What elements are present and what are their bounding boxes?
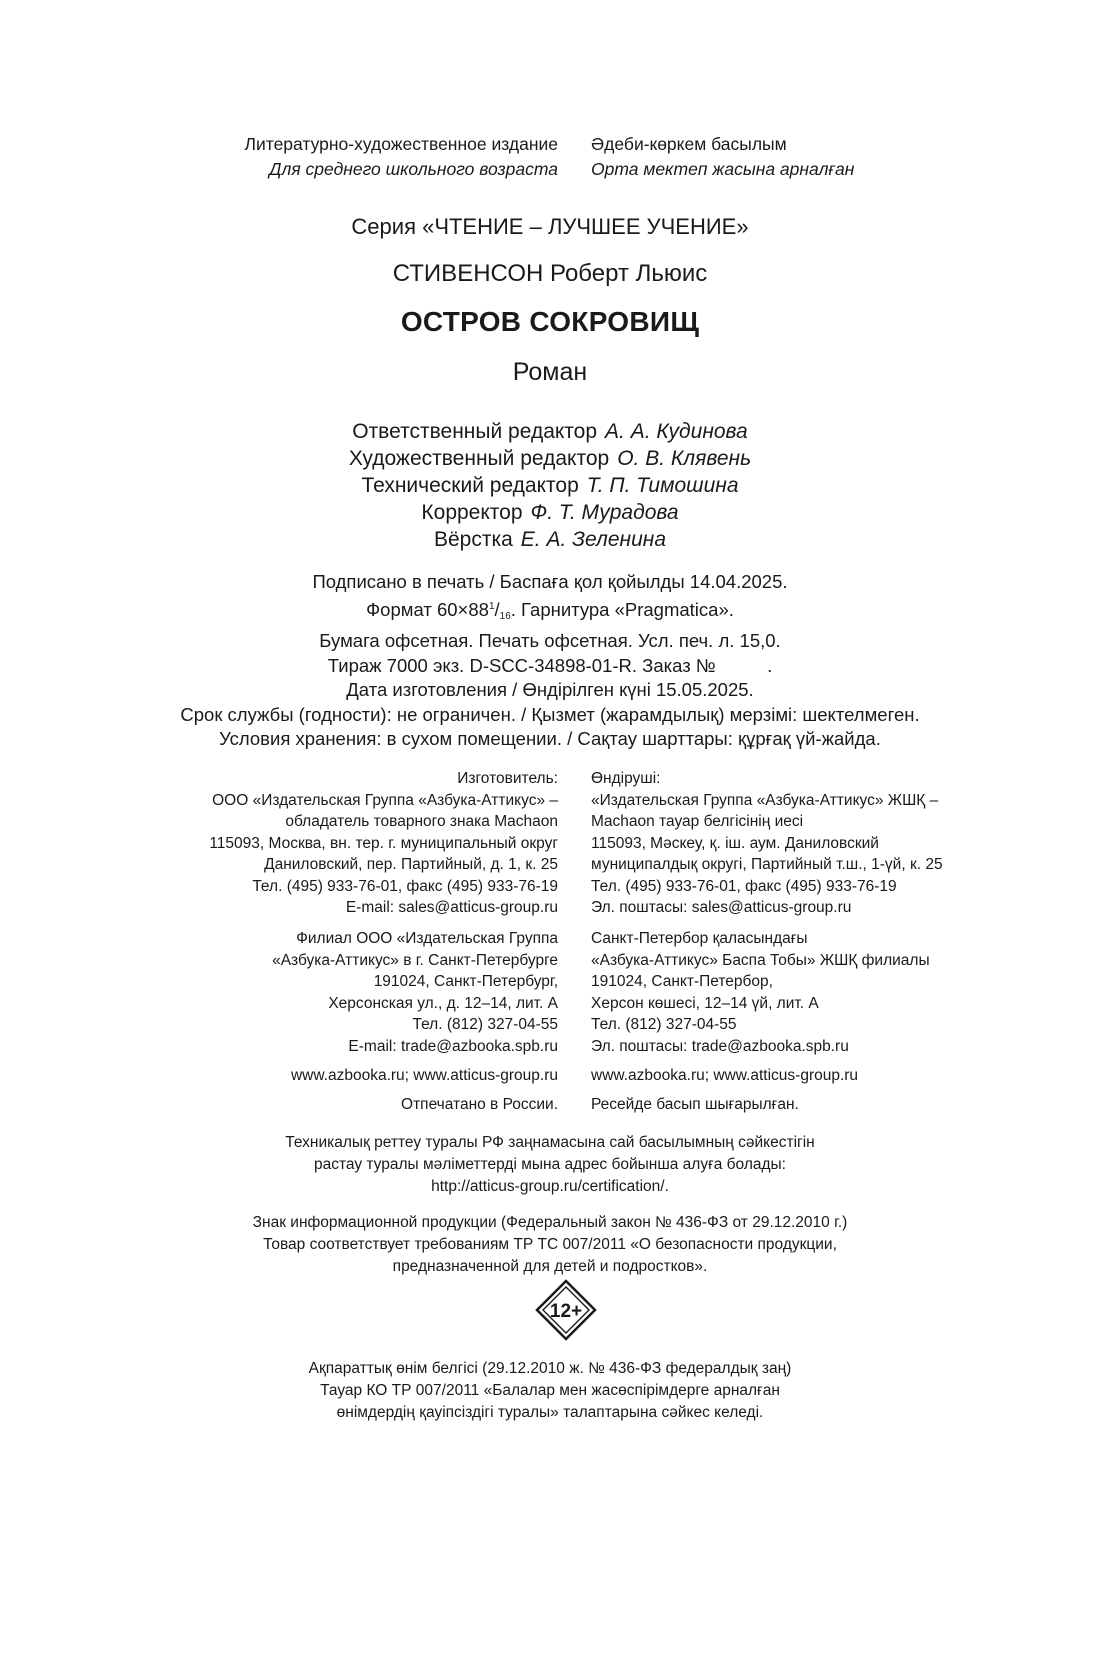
imprint-line: Тел. (495) 933-76-01, факс (495) 933-76-19 <box>252 877 558 895</box>
imprint-line: Эл. поштасы: sales@atticus-group.ru <box>591 899 852 916</box>
series-title: Серия «ЧТЕНИЕ – ЛУЧШЕЕ УЧЕНИЕ» <box>351 214 749 239</box>
format-line <box>0 595 1100 630</box>
imprint-line: E-mail: trade@azbooka.spb.ru <box>348 1037 558 1055</box>
staff-name: О. В. Клявень <box>617 447 752 470</box>
staff-name: А. А. Кудинова <box>605 420 748 443</box>
book-title: ОСТРОВ СОКРОВИЩ <box>400 306 700 337</box>
format-prefix: Формат 60×88 <box>366 598 489 620</box>
staff-list <box>0 418 1100 553</box>
cert-line: Техникалық реттеу туралы РФ заңнамасына сай басылымның сәйкестігін <box>285 1134 815 1151</box>
imprint-line: муниципалдық округі, Партийный т.ш., 1-үй, к. 25 <box>591 856 943 873</box>
manufacturer-kz <box>591 768 943 919</box>
imprint-line: 115093, Мәскеу, қ. іш. аум. Даниловский <box>591 834 879 852</box>
law-line: Ақпараттық өнім белгісі (29.12.2010 ж. № 436-ФЗ федералдық заң) <box>308 1360 792 1377</box>
author-name: СТИВЕНСОН Роберт Льюис <box>392 260 708 287</box>
kz-age-group: Орта мектеп жасына арналған <box>591 159 855 179</box>
imprint-line: Херсонская ул., д. 12–14, лит. А <box>328 994 558 1012</box>
branch-kz <box>591 928 930 1057</box>
imprint-line: Даниловский, пер. Партийный, д. 1, к. 25 <box>264 856 558 873</box>
cert-url: http://atticus-group.ru/certification/. <box>431 1178 669 1195</box>
staff-row <box>0 499 1100 526</box>
imprint-line: 191024, Санкт-Петербор, <box>591 973 773 990</box>
staff-role: Ответственный редактор <box>352 420 598 443</box>
made-date: Дата изготовления / Өндірілген күні 15.05.2025. <box>346 679 754 700</box>
imprint-line: Тел. (812) 327-04-55 <box>591 1016 737 1033</box>
format-suffix: . Гарнитура «Pragmatica». <box>510 598 734 620</box>
kz-edition-type: Әдеби-көркем басылым <box>591 134 787 154</box>
staff-row <box>0 526 1100 553</box>
header-kz <box>591 132 854 182</box>
manufacturer-ru <box>209 768 558 919</box>
imprint-line: 191024, Санкт-Петербург, <box>373 973 558 990</box>
law-line: өнімдердің қауіпсіздігі туралы» талаптарына сәйкес келеді. <box>336 1404 764 1421</box>
imprint-line: Херсон көшесі, 12–14 үй, лит. А <box>591 994 819 1012</box>
staff-role: Художественный редактор <box>348 447 610 470</box>
staff-name: Е. А. Зеленина <box>520 528 667 551</box>
format-slash: / <box>494 598 500 620</box>
law-note-ru <box>0 1212 1100 1278</box>
header-ru <box>244 132 558 182</box>
printed-ru: Отпечатано в России. <box>401 1096 558 1113</box>
imprint-line: E-mail: sales@atticus-group.ru <box>345 899 558 916</box>
format-denominator: 16 <box>499 610 511 622</box>
law-line: Товар соответствует требованиям ТР ТС 007/2011 «О безопасности продукции, <box>263 1236 837 1253</box>
printed-kz: Ресейде басып шығарылған. <box>591 1096 799 1113</box>
imprint-line: Изготовитель: <box>457 770 558 787</box>
imprint-line: обладатель товарного знака Machaon <box>285 813 558 830</box>
ru-age-group: Для среднего школьного возраста <box>269 159 558 179</box>
staff-row <box>0 472 1100 499</box>
imprint-line: ООО «Издательская Группа «Азбука-Аттикус» – <box>212 791 558 809</box>
paper-line: Бумага офсетная. Печать офсетная. Усл. печ. л. 15,0. <box>319 630 781 651</box>
law-line: Знак информационной продукции (Федеральный закон № 436-ФЗ от 29.12.2010 г.) <box>252 1214 848 1231</box>
imprint-line: Machaon тауар белгісінің иесі <box>591 813 804 830</box>
staff-row <box>0 445 1100 472</box>
ru-edition-type: Литературно-художественное издание <box>244 134 558 154</box>
book-genre: Роман <box>512 358 588 386</box>
law-note-kz <box>0 1358 1100 1424</box>
age-rating-badge <box>534 1278 598 1342</box>
imprint-line: «Азбука-Аттикус» в г. Санкт-Петербурге <box>272 951 558 969</box>
staff-name: Т. П. Тимошина <box>586 474 739 497</box>
imprint-line: «Издательская Группа «Азбука-Аттикус» ЖШҚ – <box>591 791 939 809</box>
staff-name: Ф. Т. Мурадова <box>530 501 679 524</box>
law-line: предназначенной для детей и подростков». <box>392 1258 708 1275</box>
websites-ru: www.azbooka.ru; www.atticus-group.ru <box>290 1067 558 1084</box>
staff-role: Корректор <box>421 501 523 524</box>
staff-role: Технический редактор <box>361 474 579 497</box>
age-rating-label: 12+ <box>549 1301 583 1322</box>
imprint-line: «Азбука-Аттикус» Баспа Тобы» ЖШҚ филиалы <box>591 951 930 969</box>
format-numerator: 1 <box>488 600 495 612</box>
staff-role: Вёрстка <box>433 528 513 551</box>
run-line: Тираж 7000 экз. D-SCC-34898-01-R. Заказ № . <box>327 654 773 676</box>
imprint-line: Филиал ООО «Издательская Группа <box>296 930 558 947</box>
storage-conditions: Условия хранения: в сухом помещении. / Сақтау шарттары: құрғақ үй-жайда. <box>219 728 881 749</box>
imprint-line: Эл. поштасы: trade@azbooka.spb.ru <box>591 1037 849 1055</box>
imprint-line: Өндіруші: <box>591 770 661 787</box>
law-line: Тауар КО ТР 007/2011 «Балалар мен жасөспірімдерге арналған <box>320 1382 780 1399</box>
imprint-line: Тел. (812) 327-04-55 <box>412 1016 558 1033</box>
shelf-life: Срок службы (годности): не ограничен. / Қызмет (жарамдылық) мерзімі: шектелмеген. <box>180 703 920 725</box>
cert-line: растау туралы мәліметтерді мына адрес бойынша алуға болады: <box>313 1156 786 1173</box>
branch-ru <box>272 928 558 1057</box>
publication-details <box>0 570 1100 752</box>
imprint-line: 115093, Москва, вн. тер. г. муниципальный округ <box>209 834 558 852</box>
certification-note <box>0 1132 1100 1198</box>
imprint-line: Санкт-Петербор қаласындағы <box>591 930 808 947</box>
websites-kz: www.azbooka.ru; www.atticus-group.ru <box>591 1067 859 1084</box>
imprint-line: Тел. (495) 933-76-01, факс (495) 933-76-19 <box>591 877 897 895</box>
signed-date: Подписано в печать / Баспаға қол қойылды 14.04.2025. <box>312 571 788 592</box>
staff-row <box>0 418 1100 445</box>
